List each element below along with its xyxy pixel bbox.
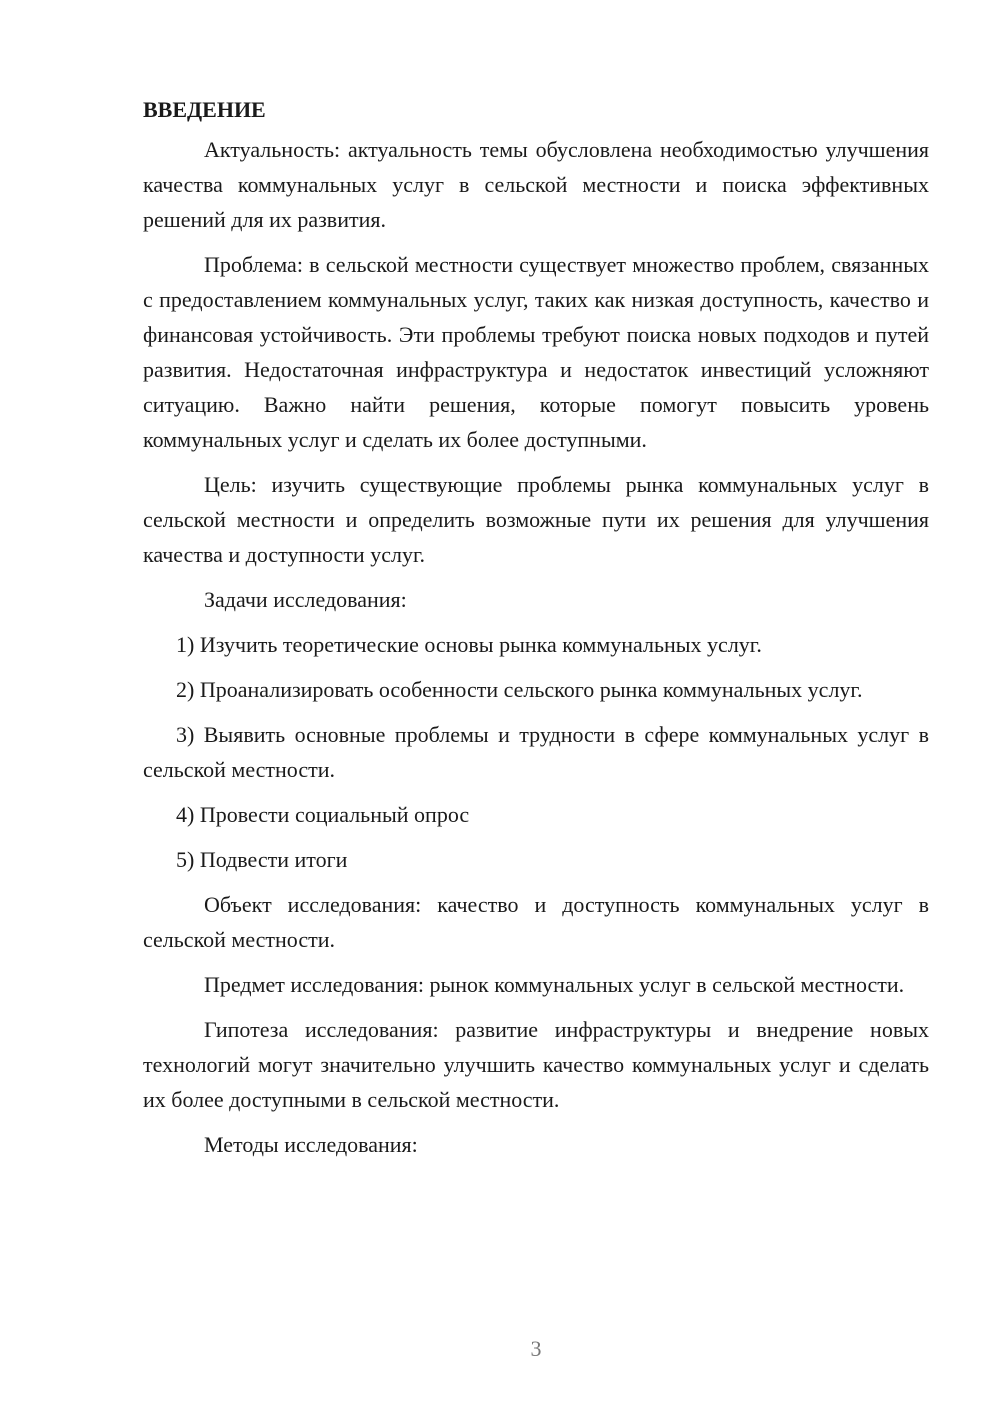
task-item-2: 2) Проанализировать особенности сельского рынка коммунальных услуг. — [176, 677, 863, 702]
paragraph-hypothesis: Гипотеза исследования: развитие инфраструктуры и внедрение новых технологий могут значительно улучшить качество коммунальных услуг и сделать их более доступными в сельской местности. — [143, 1017, 929, 1112]
task-item-4: 4) Провести социальный опрос — [176, 802, 470, 827]
paragraph-subject: Предмет исследования: рынок коммунальных услуг в сельской местности. — [204, 972, 905, 997]
paragraph-goal: Цель: изучить существующие проблемы рынка коммунальных услуг в сельской местности и определить возможные пути их решения для улучшения качества и доступности услуг. — [143, 472, 929, 567]
task-item-3: 3) Выявить основные проблемы и трудности в сфере коммунальных услуг в сельской местности. — [143, 722, 929, 782]
paragraph-object: Объект исследования: качество и доступность коммунальных услуг в сельской местности. — [143, 892, 929, 952]
page-number: 3 — [530, 1336, 542, 1361]
paragraph-problem: Проблема: в сельской местности существует множество проблем, связанных с предоставлением коммунальных услуг, таких как низкая доступность, качество и финансовая устойчивость. Эти проблемы требуют поиска новых подходов и путей развития. Недостаточная инфраструктура и недостаток инвестиций усложняют ситуацию. Важно найти решения, которые помогут повысить уровень коммунальных услуг и сделать их более доступными. — [143, 252, 929, 452]
task-item-1: 1) Изучить теоретические основы рынка коммунальных услуг. — [176, 632, 762, 657]
page-title: ВВЕДЕНИЕ — [143, 97, 266, 122]
paragraph-methods: Методы исследования: — [204, 1132, 418, 1157]
page-content — [143, 92, 929, 1172]
task-item-5: 5) Подвести итоги — [176, 847, 348, 872]
paragraph-tasks-heading: Задачи исследования: — [204, 587, 407, 612]
paragraph-relevance: Актуальность: актуальность темы обусловлена необходимостью улучшения качества коммунальных услуг в сельской местности и поиска эффективных решений для их развития. — [143, 137, 929, 232]
